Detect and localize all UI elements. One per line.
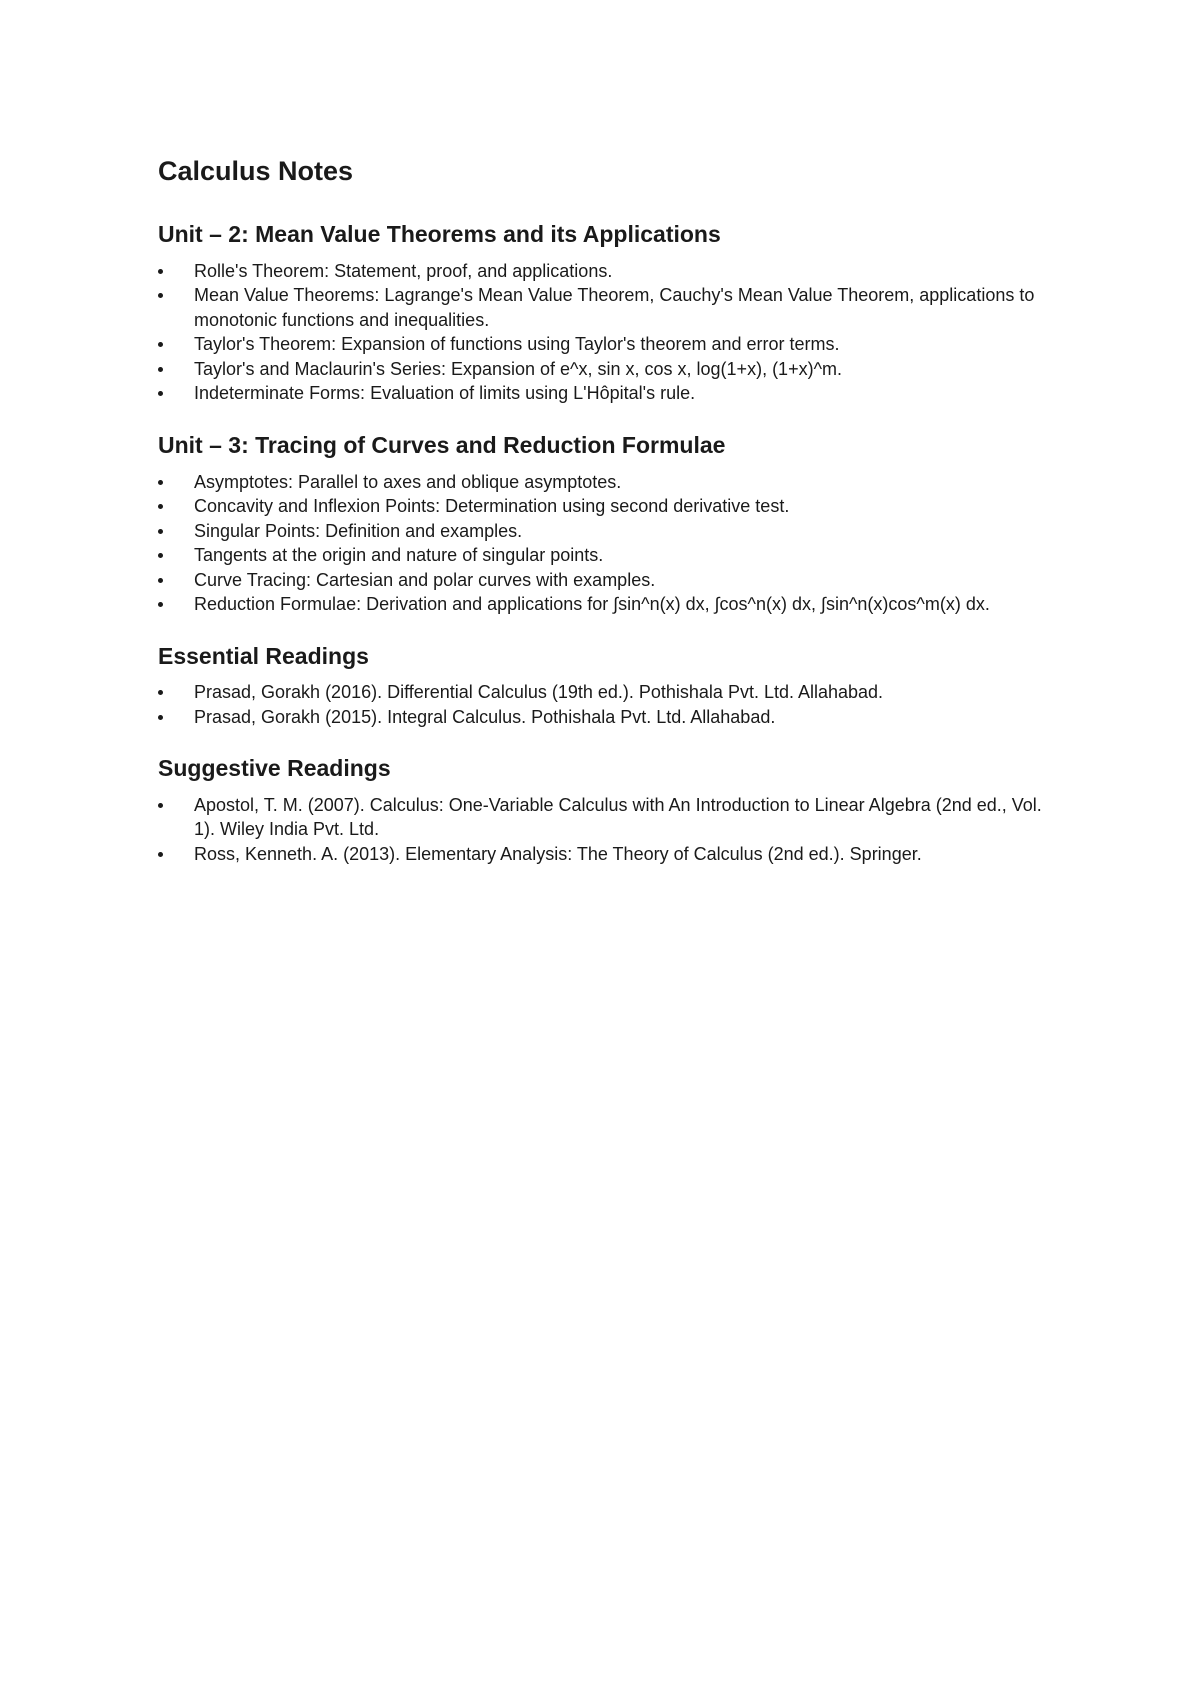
list-item-text: Asymptotes: Parallel to axes and oblique asymptotes. bbox=[194, 471, 622, 492]
list-item-text: Ross, Kenneth. A. (2013). Elementary Analysis: The Theory of Calculus (2nd ed.). Springer. bbox=[194, 843, 922, 864]
list-item bbox=[158, 332, 1058, 357]
list-item-text: Curve Tracing: Cartesian and polar curves with examples. bbox=[194, 569, 656, 590]
list-item-text: Tangents at the origin and nature of singular points. bbox=[194, 545, 604, 566]
list-item-text: Taylor's Theorem: Expansion of functions using Taylor's theorem and error terms. bbox=[194, 334, 840, 355]
list-item bbox=[158, 543, 1058, 568]
bullet-icon bbox=[158, 391, 163, 396]
list-item bbox=[158, 259, 1058, 284]
list-item-text: Prasad, Gorakh (2015). Integral Calculus. Pothishala Pvt. Ltd. Allahabad. bbox=[194, 706, 776, 727]
list-item bbox=[158, 568, 1058, 593]
unit-2-topic-list bbox=[158, 259, 1058, 406]
bullet-icon bbox=[158, 803, 163, 808]
bullet-icon bbox=[158, 293, 163, 298]
list-item-text: Mean Value Theorems: Lagrange's Mean Value Theorem, Cauchy's Mean Value Theorem, applications to monotonic functions and inequalities. bbox=[194, 285, 1035, 330]
list-item-text: Concavity and Inflexion Points: Determination using second derivative test. bbox=[194, 496, 790, 517]
list-item-text: Reduction Formulae: Derivation and applications for ∫sin^n(x) dx, ∫cos^n(x) dx, ∫sin^n(x)cos^m(x) dx. bbox=[194, 594, 990, 615]
section-heading-unit-3: Unit – 3: Tracing of Curves and Reduction Formulae bbox=[158, 431, 726, 458]
document-title: Calculus Notes bbox=[158, 156, 354, 186]
section-unit-2 bbox=[158, 221, 1058, 406]
bullet-icon bbox=[158, 529, 163, 534]
list-item bbox=[158, 283, 1058, 332]
list-item-text: Taylor's and Maclaurin's Series: Expansion of e^x, sin x, cos x, log(1+x), (1+x)^m. bbox=[194, 358, 843, 379]
list-item bbox=[158, 494, 1058, 519]
essential-readings-list bbox=[158, 680, 1058, 729]
bullet-icon bbox=[158, 342, 163, 347]
section-suggestive-readings bbox=[158, 755, 1058, 866]
bullet-icon bbox=[158, 578, 163, 583]
section-essential-readings bbox=[158, 643, 1058, 730]
bullet-icon bbox=[158, 480, 163, 485]
list-item bbox=[158, 381, 1058, 406]
list-item bbox=[158, 519, 1058, 544]
list-item-text: Rolle's Theorem: Statement, proof, and applications. bbox=[194, 260, 613, 281]
bullet-icon bbox=[158, 553, 163, 558]
list-item bbox=[158, 842, 1058, 867]
list-item bbox=[158, 470, 1058, 495]
section-heading-suggestive-readings: Suggestive Readings bbox=[158, 755, 391, 782]
section-heading-essential-readings: Essential Readings bbox=[158, 642, 369, 669]
unit-3-topic-list bbox=[158, 470, 1058, 617]
list-item bbox=[158, 592, 1058, 617]
bullet-icon bbox=[158, 367, 163, 372]
list-item-text: Indeterminate Forms: Evaluation of limits using L'Hôpital's rule. bbox=[194, 383, 696, 404]
list-item bbox=[158, 680, 1058, 705]
section-heading-unit-2: Unit – 2: Mean Value Theorems and its Applications bbox=[158, 221, 721, 248]
list-item bbox=[158, 793, 1058, 842]
list-item-text: Apostol, T. M. (2007). Calculus: One-Variable Calculus with An Introduction to Linear Algebra (2nd ed., Vol. 1). Wiley India Pvt. Ltd. bbox=[194, 794, 1042, 840]
bullet-icon bbox=[158, 269, 163, 274]
list-item bbox=[158, 705, 1058, 730]
list-item-text: Prasad, Gorakh (2016). Differential Calculus (19th ed.). Pothishala Pvt. Ltd. Allahabad. bbox=[194, 682, 884, 703]
list-item bbox=[158, 357, 1058, 382]
list-item-text: Singular Points: Definition and examples. bbox=[194, 520, 523, 541]
bullet-icon bbox=[158, 602, 163, 607]
bullet-icon bbox=[158, 504, 163, 509]
suggestive-readings-list bbox=[158, 793, 1058, 867]
bullet-icon bbox=[158, 852, 163, 857]
bullet-icon bbox=[158, 690, 163, 695]
bullet-icon bbox=[158, 715, 163, 720]
document-page bbox=[158, 155, 1058, 892]
section-unit-3 bbox=[158, 432, 1058, 617]
